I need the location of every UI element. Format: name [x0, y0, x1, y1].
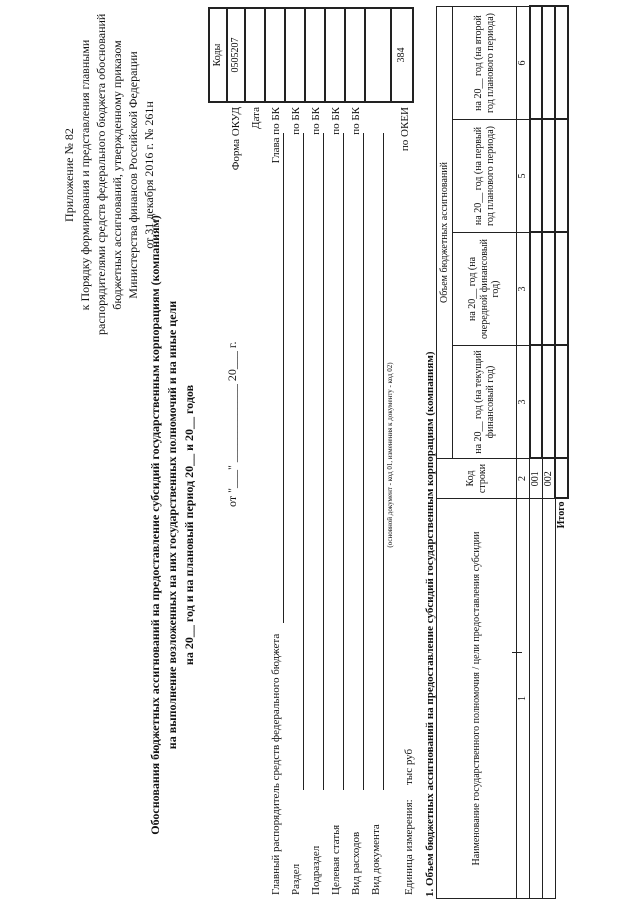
field-label-podrazdel: Подраздел [310, 845, 322, 895]
col-num: 2 [517, 459, 530, 499]
col-num: 5 [517, 120, 530, 233]
col-num: 6 [517, 7, 530, 120]
total-code-cell [555, 459, 568, 499]
appendix-line: к Порядку формирования и представления главными [78, 39, 92, 311]
label-okud: Форма ОКУД [230, 107, 242, 171]
field-label-vid-rashodov: Вид расходов [350, 831, 362, 895]
value-cell [542, 346, 555, 459]
value-cell [530, 233, 543, 346]
value-cell [542, 233, 555, 346]
row-name-cell [542, 499, 555, 899]
total-value-cell [555, 7, 568, 120]
appendix-line: Министерства финансов Российской Федерации [126, 51, 140, 299]
total-value-cell [555, 346, 568, 459]
col-num: 3 [517, 233, 530, 346]
col-header-plan1: на 20__ год (на первый год планового периода) [453, 120, 517, 233]
col-header-current-year: на 20__ год (на текущий финансовый год) [453, 346, 517, 459]
code-razdel [285, 8, 305, 102]
table-row-total [555, 7, 568, 899]
col-header-code: Код строки [437, 459, 517, 499]
col-num: 1 [517, 499, 530, 899]
row-code-cell: 001 [530, 459, 543, 499]
code-date [245, 8, 265, 102]
value-cell [542, 7, 555, 120]
col-header-plan2: на 20__ год (на второй год планового периода) [453, 7, 517, 120]
row-code-cell: 002 [542, 459, 555, 499]
total-label: Итого [555, 499, 568, 899]
col-header-name: Наименование государственного полномочия / цели предоставления субсидии [437, 499, 517, 899]
field-underline-vid-doc [383, 133, 384, 790]
code-glava [265, 8, 285, 102]
appendix-line: от 31 декабря 2016 г. № 261н [142, 101, 156, 249]
label-glava: Глава по БК [270, 107, 282, 164]
codes-header: Коды [209, 8, 227, 102]
value-cell [530, 7, 543, 120]
label-date: Дата [250, 107, 262, 129]
field-underline-razdel [303, 133, 304, 790]
doc-type-note: (основной документ - код 01, изменения к документу - код 02) [386, 362, 394, 548]
col-header-group: Объем бюджетных ассигнований [437, 7, 453, 459]
field-underline-glavniy [283, 133, 284, 623]
code-celevaya [325, 8, 345, 102]
appendix-line: Приложение № 82 [62, 128, 76, 222]
field-underline-podrazdel [323, 133, 324, 790]
field-label-glavniy: Главный распорядитель средств федерального бюджета [270, 633, 282, 895]
section1-title: 1. Объем бюджетных ассигнований на предоставление субсидий государственным корпорациям (компаниям) [424, 351, 436, 897]
form-title-line2: на выполнение возложенных на них государственных полномочий и на иные цели [165, 300, 179, 750]
total-value-cell [555, 120, 568, 233]
col-num: 3 [517, 346, 530, 459]
label-okei: по ОКЕИ [399, 107, 411, 152]
field-label-razdel: Раздел [290, 863, 302, 895]
label-vid-rashodov: по БК [350, 107, 362, 135]
codes-table [208, 7, 414, 103]
appendix-line: бюджетных ассигнований, утвержденному приказом [110, 40, 124, 310]
table-row [542, 7, 555, 899]
value-cell [542, 120, 555, 233]
date-line: от "___" _____________ 20___ г. [225, 341, 239, 507]
col-header-next-year: на 20__ год (на очередной финансовый год) [453, 233, 517, 346]
section1-table [436, 6, 569, 900]
value-cell [530, 346, 543, 459]
label-celevaya: по БК [330, 107, 342, 135]
table-row [530, 7, 543, 899]
appendix-line: распорядителями средств федерального бюджета обоснований [94, 13, 108, 335]
field-label-vid-doc: Вид документа [370, 824, 382, 895]
total-value-cell [555, 233, 568, 346]
code-vid-doc [365, 8, 391, 102]
field-underline-vid-rashodov [363, 133, 364, 790]
row-name-cell [530, 499, 543, 899]
field-label-celevaya: Целевая статья [330, 824, 342, 895]
value-cell [530, 120, 543, 233]
form-title-line1: Обоснования бюджетных ассигнований на предоставление субсидий государственным корпорациям (компаниям) [148, 215, 162, 835]
form-title-line3: на 20__ год и на плановый период 20__ и 20__ годов [182, 384, 196, 666]
field-underline-celevaya [343, 133, 344, 790]
label-razdel: по БК [290, 107, 302, 135]
code-okud: 0505207 [227, 8, 245, 102]
code-vid-rashodov [345, 8, 365, 102]
unit-value: тыс руб [403, 748, 415, 785]
unit-label: Единица измерения: [403, 799, 415, 895]
code-okei: 384 [391, 8, 413, 102]
label-podrazdel: по БК [310, 107, 322, 135]
header-tick-mark [512, 652, 522, 653]
code-podrazdel [305, 8, 325, 102]
